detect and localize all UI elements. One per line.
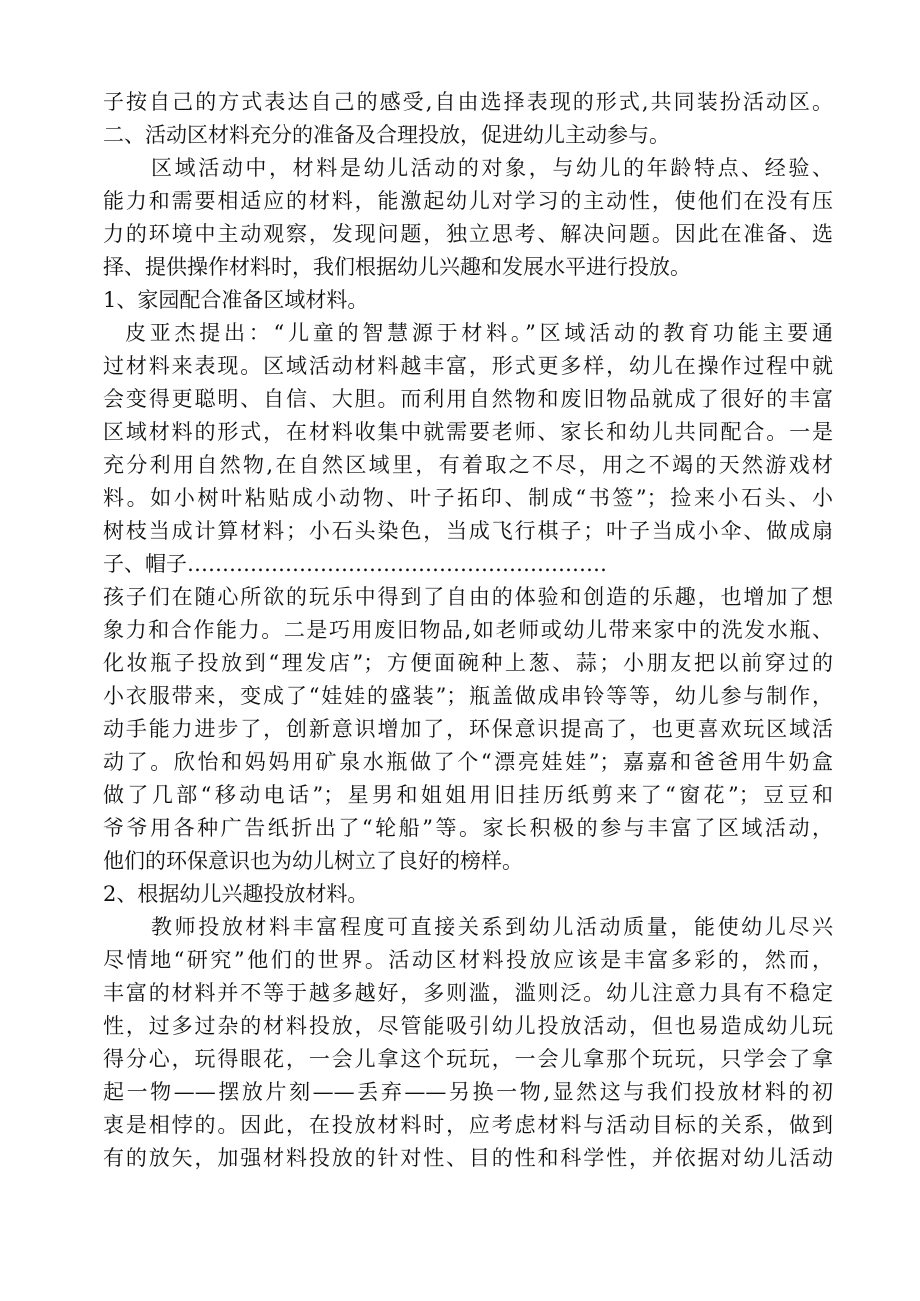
text-line: 过材料来表现。区域活动材料越丰富，形式更多样，幼儿在操作过程中就	[103, 354, 833, 378]
text-line: 树枝当成计算材料；小石头染色，当成飞行棋子；叶子当成小伞、做成扇	[103, 519, 833, 543]
subsection-heading: 2、根据幼儿兴趣投放材料。	[103, 882, 369, 906]
text-line: 小衣服带来，变成了“娃娃的盛装”；瓶盖做成串铃等等，幼儿参与制作，	[103, 684, 833, 708]
text-line: 充分利用自然物,在自然区域里，有着取之不尽，用之不竭的天然游戏材	[103, 453, 833, 477]
document-body	[103, 86, 833, 1175]
text-line: 动了。欣怡和妈妈用矿泉水瓶做了个“漂亮娃娃”；嘉嘉和爸爸用牛奶盒	[103, 750, 833, 774]
text-line: 衷是相悖的。因此，在投放材料时，应考虑材料与活动目标的关系，做到	[103, 1113, 833, 1137]
text-line: 他们的环保意识也为幼儿树立了良好的榜样。	[103, 849, 523, 873]
text-line: 有的放矢，加强材料投放的针对性、目的性和科学性，并依据对幼儿活动	[103, 1146, 833, 1170]
text-line: 性，过多过杂的材料投放，尽管能吸引幼儿投放活动，但也易造成幼儿玩	[103, 1014, 833, 1038]
subsection-heading: 1、家园配合准备区域材料。	[103, 288, 369, 312]
text-line: 料。如小树叶粘贴成小动物、叶子拓印、制成“书签”；捡来小石头、小	[103, 486, 833, 510]
text-line: 皮亚杰提出：“儿童的智慧源于材料。”区域活动的教育功能主要通	[125, 321, 833, 345]
text-line: 得分心，玩得眼花，一会儿拿这个玩玩，一会儿拿那个玩玩，只学会了拿	[103, 1047, 833, 1071]
text-line: 丰富的材料并不等于越多越好，多则滥，滥则泛。幼儿注意力具有不稳定	[103, 981, 833, 1005]
text-line: 子按自己的方式表达自己的感受,自由选择表现的形式,共同装扮活动区。	[103, 90, 833, 114]
text-line: 化妆瓶子投放到“理发店”；方便面碗种上葱、蒜；小朋友把以前穿过的	[103, 651, 833, 675]
text-line: 子、帽子……………………………………………………	[103, 552, 607, 576]
text-line: 爷爷用各种广告纸折出了“轮船”等。家长积极的参与丰富了区域活动，	[103, 816, 833, 840]
text-line: 能力和需要相适应的材料，能激起幼儿对学习的主动性，使他们在没有压	[103, 189, 833, 213]
text-line: 孩子们在随心所欲的玩乐中得到了自由的体验和创造的乐趣，也增加了想	[103, 585, 833, 609]
text-line: 起一物——摆放片刻——丢弃——另换一物,显然这与我们投放材料的初	[103, 1080, 833, 1104]
text-line: 择、提供操作材料时，我们根据幼儿兴趣和发展水平进行投放。	[103, 255, 691, 279]
text-line: 会变得更聪明、自信、大胆。而利用自然物和废旧物品就成了很好的丰富	[103, 387, 833, 411]
text-line: 尽情地“研究”他们的世界。活动区材料投放应该是丰富多彩的，然而，	[103, 948, 833, 972]
text-line: 教师投放材料丰富程度可直接关系到幼儿活动质量，能使幼儿尽兴	[151, 915, 833, 939]
text-line: 做了几部“移动电话”；星男和姐姐用旧挂历纸剪来了“窗花”；豆豆和	[103, 783, 833, 807]
section-heading: 二、活动区材料充分的准备及合理投放，促进幼儿主动参与。	[103, 123, 670, 147]
text-line: 动手能力进步了，创新意识增加了，环保意识提高了，也更喜欢玩区域活	[103, 717, 833, 741]
text-line: 区域材料的形式，在材料收集中就需要老师、家长和幼儿共同配合。一是	[103, 420, 833, 444]
text-line: 力的环境中主动观察，发现问题，独立思考、解决问题。因此在准备、选	[103, 222, 833, 246]
text-line: 区域活动中，材料是幼儿活动的对象，与幼儿的年龄特点、经验、	[151, 156, 833, 180]
text-line: 象力和合作能力。二是巧用废旧物品,如老师或幼儿带来家中的洗发水瓶、	[103, 618, 833, 642]
